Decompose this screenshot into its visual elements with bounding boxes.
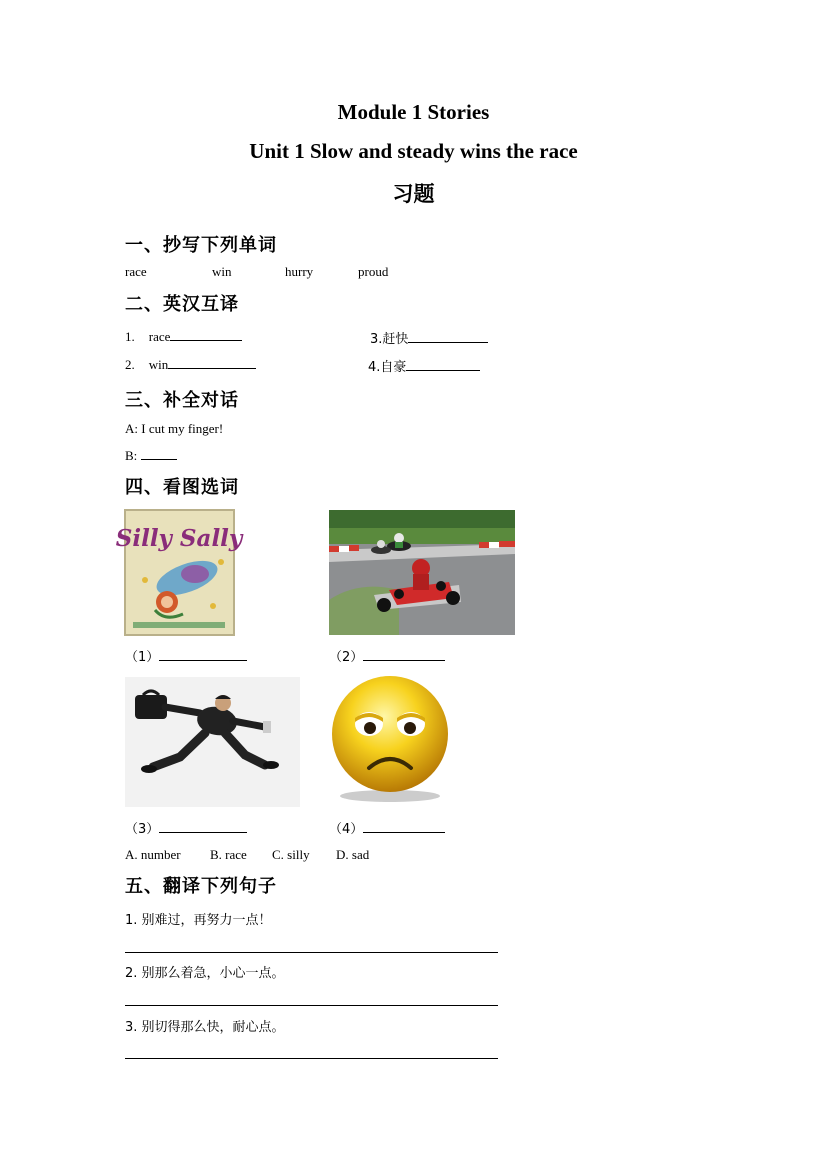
- word-race: race: [125, 264, 147, 279]
- translate-item-2: 2. win: [125, 356, 256, 373]
- answer-line-2[interactable]: [125, 1005, 498, 1006]
- section-5-heading: 五、翻译下列句子: [125, 876, 277, 897]
- picture-label-1: （1）: [125, 646, 247, 665]
- sentence-2: 2. 别那么着急，小心一点。: [125, 966, 285, 981]
- section-2-heading: 二、英汉互译: [125, 294, 239, 315]
- picture-label-3: （3）: [125, 818, 247, 837]
- answer-line-1[interactable]: [125, 952, 498, 953]
- option-a: A. number: [125, 847, 181, 862]
- dialogue-line-a: A: I cut my finger!: [125, 421, 224, 436]
- option-d: D. sad: [336, 847, 370, 862]
- picture-label-2: （2）: [329, 646, 445, 665]
- option-b: B. race: [210, 847, 247, 862]
- title-module: Module 1 Stories: [337, 100, 490, 124]
- go-kart-race-image: [329, 510, 515, 635]
- silly-sally-book-image: [115, 510, 243, 635]
- sad-face-image: [329, 670, 451, 804]
- option-c: C. silly: [272, 847, 310, 862]
- sentence-1: 1. 别难过，再努力一点！: [125, 913, 272, 928]
- word-win: win: [212, 264, 232, 279]
- dialogue-line-b: B:: [125, 447, 177, 464]
- answer-line-3[interactable]: [125, 1058, 498, 1059]
- title-exercise: 习题: [392, 182, 435, 206]
- translate-item-4: 4.自豪: [368, 356, 480, 375]
- section-1-heading: 一、抄写下列单词: [125, 235, 277, 256]
- hurrying-man-image: [125, 677, 300, 807]
- book-title-text: Silly Sally: [115, 525, 243, 552]
- sentence-3: 3. 别切得那么快，耐心点。: [125, 1020, 285, 1035]
- translate-item-3: 3.赶快: [370, 328, 488, 347]
- translate-item-1: 1. race: [125, 328, 242, 345]
- title-unit: Unit 1 Slow and steady wins the race: [249, 139, 578, 163]
- section-3-heading: 三、补全对话: [125, 390, 239, 411]
- word-proud: proud: [358, 264, 389, 279]
- section-4-heading: 四、看图选词: [125, 477, 239, 498]
- picture-label-4: （4）: [329, 818, 445, 837]
- word-hurry: hurry: [285, 264, 314, 279]
